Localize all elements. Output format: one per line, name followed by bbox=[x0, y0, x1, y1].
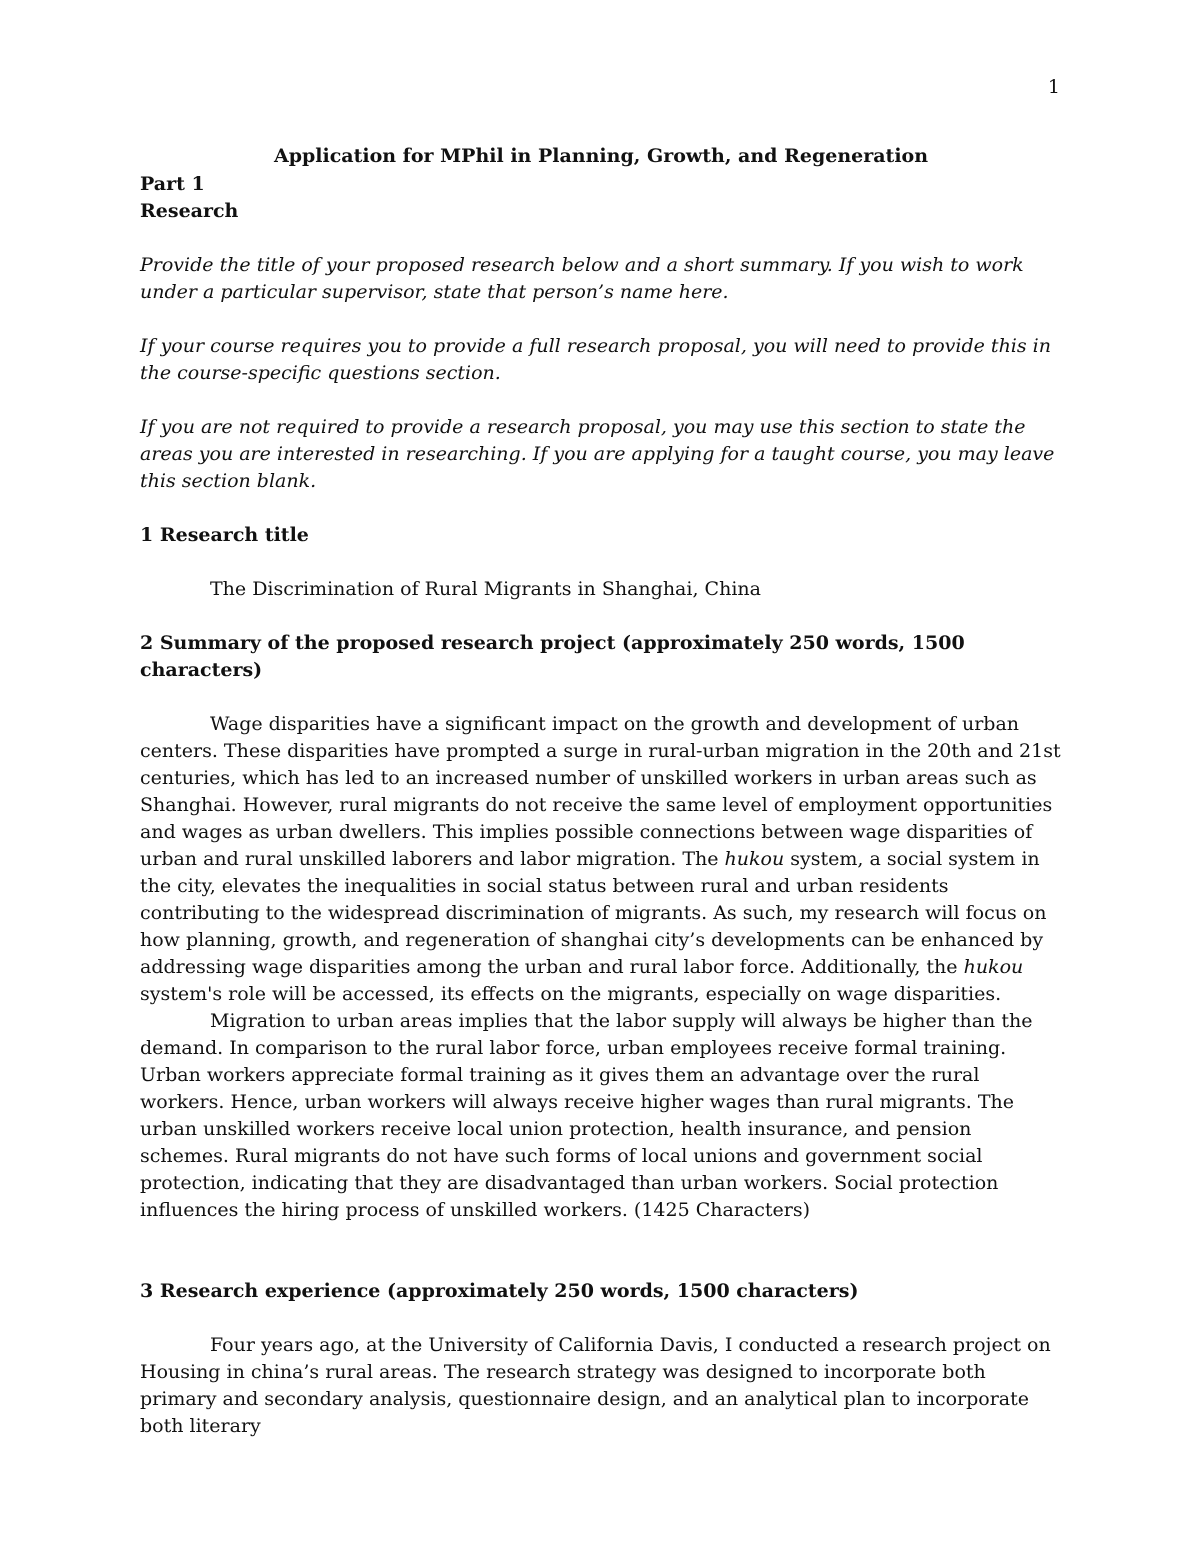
hukou-term: hukou bbox=[724, 848, 785, 870]
instruction-paragraph: If you are not required to provide a research proposal, you may use this section to state the areas you are interested in researching. If you are applying for a taught course, you may leave this section blank. bbox=[140, 416, 1055, 492]
experience-paragraph: Four years ago, at the University of California Davis, I conducted a research project on Housing in china’s rural areas. The research strategy was designed to incorporate both primary and secondary analysis, questionnaire design, and an analytical plan to incorporate both literary bbox=[140, 1334, 1051, 1437]
instructions-block bbox=[140, 252, 1062, 495]
document-title: Application for MPhil in Planning, Growth, and Regeneration bbox=[273, 145, 929, 167]
page-number: 1 bbox=[1047, 76, 1060, 98]
part-label: Part 1 bbox=[140, 173, 205, 195]
summary-text-part: Wage disparities have a significant impact on the growth and development of urban centers. These disparities have prompted a surge in rural-urban migration in the 20th and 21st centuries, which has led to an increased number of unskilled workers in urban areas such as Shanghai. However, rural migrants do not receive the same level of employment opportunities and wages as urban dwellers. This implies possible connections between wage disparities of urban and rural unskilled laborers and labor migration. The bbox=[140, 713, 1061, 870]
instruction-paragraph: Provide the title of your proposed research below and a short summary. If you wish to work under a particular supervisor, state that person’s name here. bbox=[140, 254, 1024, 303]
summary-paragraph bbox=[140, 711, 1062, 1008]
section-heading-research-experience: 3 Research experience (approximately 250 words, 1500 characters) bbox=[140, 1280, 859, 1302]
summary-paragraph: Migration to urban areas implies that the labor supply will always be higher than the demand. In comparison to the rural labor force, urban employees receive formal training. Urban workers appreciate formal training as it gives them an advantage over the rural workers. Hence, urban workers will always receive higher wages than rural migrants. The urban unskilled workers receive local union protection, health insurance, and pension schemes. Rural migrants do not have such forms of local unions and government social protection, indicating that they are disadvantaged than urban workers. Social protection influences the hiring process of unskilled workers. (1425 Characters) bbox=[140, 1010, 1033, 1221]
research-title-text: The Discrimination of Rural Migrants in Shanghai, China bbox=[210, 578, 761, 600]
section-heading-summary: 2 Summary of the proposed research project (approximately 250 words, 1500 characters) bbox=[140, 632, 965, 681]
document-content bbox=[140, 143, 1062, 1440]
hukou-term: hukou bbox=[963, 956, 1024, 978]
section-label: Research bbox=[140, 200, 239, 222]
summary-text-part: system, a social system in the city, elevates the inequalities in social status between rural and urban residents contributing to the widespread discrimination of migrants. As such, my research will focus on how planning, growth, and regeneration of shanghai city’s developments can be enhanced by addressing wage disparities among the urban and rural labor force. Additionally, the bbox=[140, 848, 1047, 978]
instruction-paragraph: If your course requires you to provide a full research proposal, you will need to provide this in the course-specific questions section. bbox=[140, 335, 1051, 384]
summary-text-part: system's role will be accessed, its effects on the migrants, especially on wage disparities. bbox=[140, 983, 1002, 1005]
section-heading-research-title: 1 Research title bbox=[140, 524, 309, 546]
